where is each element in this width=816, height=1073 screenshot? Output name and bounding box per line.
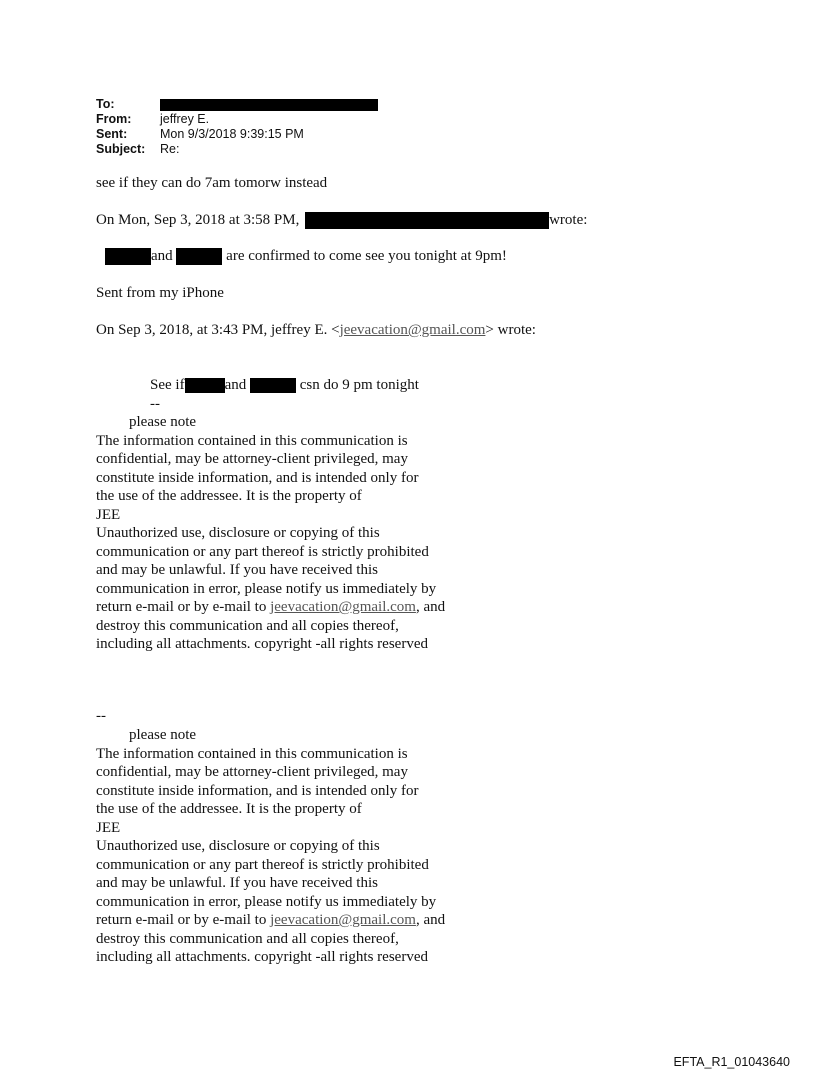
see-if-rest: csn do 9 pm tonight [299, 377, 419, 393]
disclaimer-return-line [96, 911, 445, 930]
quote-header-1 [96, 211, 587, 230]
disclaimer-line: communication or any part thereof is strictly prohibited [96, 543, 429, 560]
redacted-name [105, 248, 151, 265]
see-if-prefix: See if [150, 377, 185, 393]
quote-header-1-suffix: wrote: [549, 212, 588, 228]
disclaimer-line: Unauthorized use, disclosure or copying of this [96, 838, 380, 854]
disclaimer-line: and may be unlawful. If you have received this [96, 875, 378, 891]
document-id: EFTA_R1_01043640 [673, 1055, 790, 1069]
signature-dashes: -- [150, 396, 160, 412]
disclaimer-line: including all attachments. copyright -all rights reserved [96, 636, 428, 652]
to-redacted [160, 97, 378, 112]
disclaimer-line: constitute inside information, and is intended only for [96, 469, 419, 486]
disclaimer-line: the use of the addressee. It is the property of [96, 488, 362, 504]
disclaimer-line: including all attachments. copyright -all rights reserved [96, 949, 428, 965]
email-link[interactable]: jeevacation@gmail.com [270, 599, 416, 615]
signature-dashes: -- [96, 708, 106, 724]
confirm-line [105, 247, 507, 266]
disclaimer-line: The information contained in this communication is [96, 432, 408, 449]
return-prefix: return e-mail or by e-mail to [96, 912, 271, 928]
redacted-sender [305, 212, 549, 229]
from-value: jeffrey E. [160, 112, 210, 126]
disclaimer-line: confidential, may be attorney-client privileged, may [96, 451, 408, 467]
disclaimer-line: and may be unlawful. If you have received this [96, 562, 378, 578]
disclaimer-line: confidential, may be attorney-client privileged, may [96, 764, 408, 780]
please-note: please note [129, 727, 197, 743]
from-label: From: [96, 112, 132, 126]
disclaimer-line: JEE [96, 819, 121, 836]
redacted-name [176, 248, 222, 265]
please-note: please note [129, 414, 197, 430]
return-suffix: , and [415, 912, 446, 928]
subject-value: Re: [160, 142, 180, 156]
quote-header-2-suffix: > wrote: [485, 322, 536, 338]
redacted-name [250, 378, 296, 393]
disclaimer-line: communication in error, please notify us immediately by [96, 893, 437, 910]
quote-header-2 [96, 321, 536, 340]
disclaimer-line: JEE [96, 506, 121, 523]
email-link[interactable]: jeevacation@gmail.com [270, 912, 416, 928]
disclaimer-return-line [96, 598, 445, 617]
email-link[interactable]: jeevacation@gmail.com [339, 322, 486, 338]
disclaimer-line: destroy this communication and all copies thereof, [96, 930, 399, 947]
disclaimer-line: Unauthorized use, disclosure or copying of this [96, 525, 380, 541]
disclaimer-line: The information contained in this communication is [96, 745, 408, 762]
return-suffix: , and [415, 599, 446, 615]
see-if-and: and [224, 377, 247, 393]
sent-value: Mon 9/3/2018 9:39:15 PM [160, 127, 304, 141]
subject-label: Subject: [96, 142, 146, 156]
disclaimer-line: communication in error, please notify us immediately by [96, 580, 437, 597]
redacted-name [185, 378, 225, 393]
disclaimer-line: constitute inside information, and is intended only for [96, 782, 419, 799]
return-prefix: return e-mail or by e-mail to [96, 599, 271, 615]
quote-header-1-prefix: On Mon, Sep 3, 2018 at 3:58 PM, [96, 212, 300, 228]
quote-header-2-prefix: On Sep 3, 2018, at 3:43 PM, jeffrey E. < [96, 322, 340, 338]
sent-from-line: Sent from my iPhone [96, 285, 224, 301]
confirm-and: and [151, 248, 173, 264]
disclaimer-line: destroy this communication and all copies thereof, [96, 617, 399, 634]
disclaimer-line: communication or any part thereof is strictly prohibited [96, 856, 429, 873]
sent-label: Sent: [96, 127, 128, 141]
message-line: see if they can do 7am tomorw instead [96, 175, 328, 191]
disclaimer-line: the use of the addressee. It is the property of [96, 801, 362, 817]
confirm-rest: are confirmed to come see you tonight at 9pm! [226, 248, 507, 264]
to-label: To: [96, 97, 115, 111]
see-if-line [150, 376, 419, 395]
